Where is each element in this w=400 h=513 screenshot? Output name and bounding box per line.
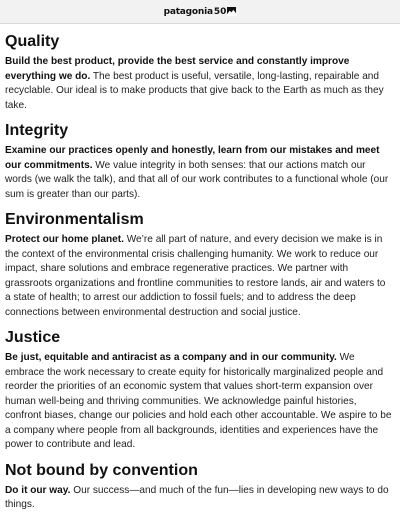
- section-integrity: [5, 122, 393, 202]
- section-body-text: We embrace the work necessary to create equity for historically marginalized people and reorder the priorities of an economic system that values short-term expansion over human well-being and thriving communities. We acknowledge painful histories, confront biases, change our policies and hold each other accountable. We aspire to be a company where people from all backgrounds, identities and experiences have the power to contribute and lead.: [5, 352, 392, 450]
- section-text: [5, 233, 393, 320]
- section-heading: Environmentalism: [5, 211, 144, 228]
- section-heading: Quality: [5, 33, 60, 50]
- section-body-text: The best product is useful, versatile, long-lasting, repairable and recyclable. Our ideal is to make products that give back to the Earth as much as they take.: [5, 70, 384, 111]
- section-body-text: Our success—and much of the fun—lies in developing new ways to do things.: [5, 484, 389, 510]
- logo-wordmark: patagonia: [163, 6, 213, 17]
- section-text: [5, 55, 393, 113]
- section-lead-text: Do it our way.: [5, 484, 71, 496]
- section-lead-text: Protect our home planet.: [5, 234, 124, 245]
- section-environmentalism: [5, 211, 393, 320]
- section-text: [5, 351, 393, 453]
- section-text: [5, 144, 393, 202]
- section-body-text: We value integrity in both senses: that our actions match our words (we walk the talk), and that all of our work contributes to a functional whole (our sum is greater than our parts).: [5, 159, 389, 200]
- logo-anniversary-number: 50: [213, 6, 227, 17]
- section-not-bound-by-convention: [5, 462, 393, 513]
- section-lead-text: Examine our practices openly and honestly, learn from our mistakes and meet our commitments.: [5, 145, 380, 171]
- section-lead-text: Be just, equitable and antiracist as a company and in our community.: [5, 352, 337, 363]
- section-lead-text: Build the best product, provide the best service and constantly improve everything we do.: [5, 56, 350, 82]
- section-body-text: We’re all part of nature, and every decision we make is in the context of the environmental crisis challenging humanity. We work to reduce our impact, share solutions and embrace regenerative practices. We partner with grassroots organizations and frontline communities to restore lands, air and waters to a state of health; to arrest our addiction to fossil fuels; and to address the deep connections between environmental destruction and social justice.: [5, 234, 386, 318]
- section-quality: [5, 33, 393, 113]
- patagonia-50-logo[interactable]: [164, 7, 237, 17]
- section-heading: Not bound by convention: [5, 461, 198, 479]
- section-heading: Justice: [5, 329, 61, 346]
- section-justice: [5, 329, 393, 453]
- mountain-logo-icon: [227, 7, 236, 16]
- section-heading: Integrity: [5, 122, 69, 139]
- section-text: [5, 484, 393, 513]
- values-content: [0, 24, 400, 513]
- top-header-bar: [0, 0, 400, 24]
